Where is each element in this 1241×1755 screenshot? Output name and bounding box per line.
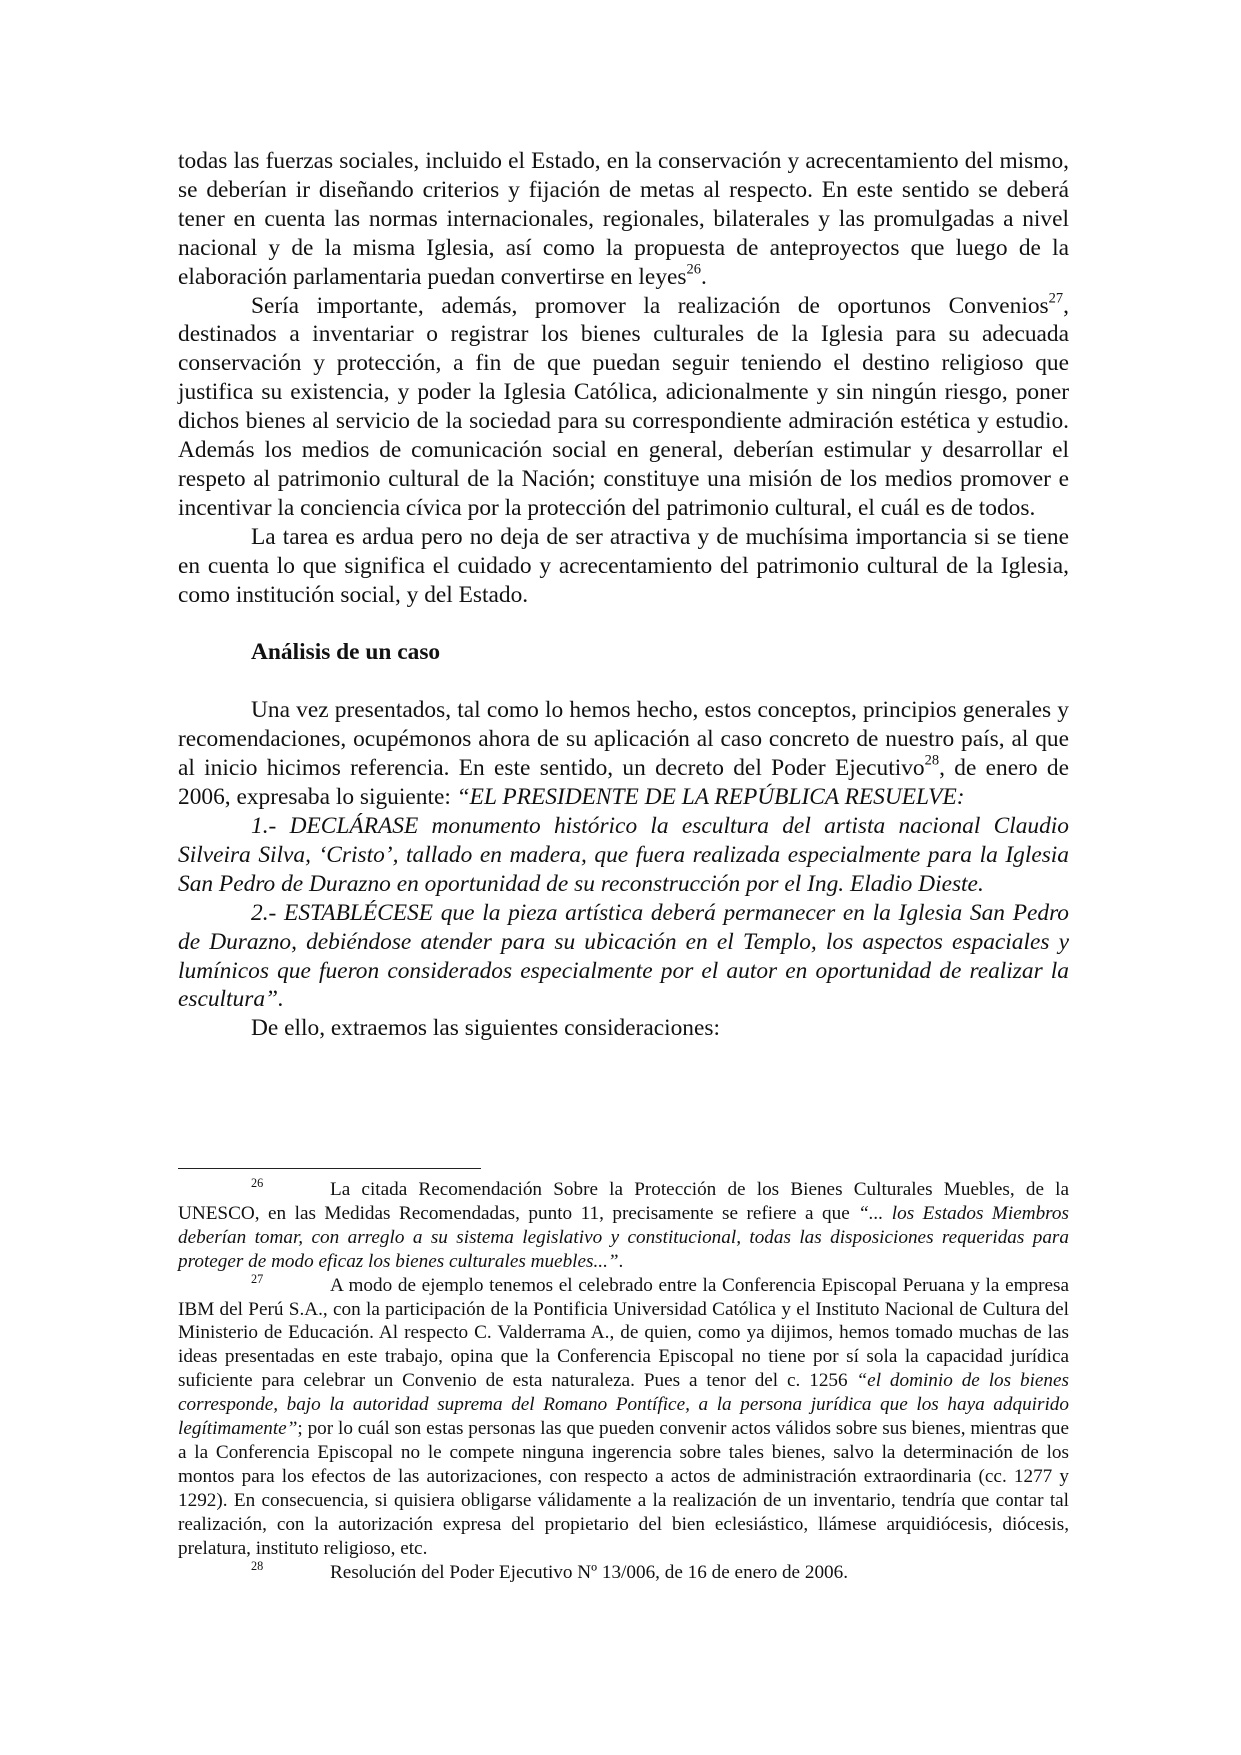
paragraph: Sería importante, además, promover la realización de oportunos Convenios$^{27}$, destinados a inventariar o registrar los bienes culturales de la Iglesia para su adecuada conservación y protección, a fin de que puedan seguir teniendo el destino religioso que justifica su existencia, y poder la Iglesia Católica, adicionalmente y sin ningún riesgo, poner dichos bienes al servicio de la sociedad para su correspondiente admiración estética y estudio. Además los medios de comunicación social en general, deberían estimular y desarrollar el respeto al patrimonio cultural de la Nación; constituye una misión de los medios promover e incentivar la conciencia cívica por la protección del patrimonio cultural, el cuál es de todos. [178,290,1069,521]
decree-article-1: 1.- DECLÁRASE monumento histórico la escultura del artista nacional Claudio Silveira Silva, ‘Cristo’, tallado en madera, que fuera realizada especialmente para la Iglesia San Pedro de Durazno en oportunidad de su reconstrucción por el Ing. Eladio Dieste. [178,813,1069,897]
footnote-ref[interactable]: 28 [924,752,940,769]
decree-quote: “EL PRESIDENTE DE LA REPÚBLICA RESUELVE: [456,784,965,811]
paragraph: De ello, extraemos las siguientes consideraciones: [251,1015,720,1042]
footnote-ref[interactable]: 27 [1048,290,1064,307]
footnote-27: 27 A modo de ejemplo tenemos el celebrado entre la Conferencia Episcopal Peruana y la empresa IBM del Perú S.A., con la participación de la Pontificia Universidad Católica y el Instituto Nacional de Cultura del Ministerio de Educación. Al respecto C. Valderrama A., de quien, como ya dijimos, hemos tomado muchas de las ideas presentadas en este trabajo, opina que la Conferencia Episcopal no tiene por sí sola la capacidad jurídica suficiente para celebrar un Convenio de esta naturaleza. Pues a tenor del c. 1256 “el dominio de los bienes corresponde, bajo la autoridad suprema del Romano Pontífice, a la persona jurídica que los haya adquirido legítimamente”; por lo cuál son estas personas las que pueden convenir actos válidos sobre sus bienes, mientras que a la Conferencia Episcopal no le compete ninguna ingerencia sobre tales bienes, salvo la determinación de los montos para los efectos de las autorizaciones, con respecto a actos de administración extraordinaria (cc. 1277 y 1292). En consecuencia, si quisiera obligarse válidamente a la realización de un inventario, tendría que contar tal realización, con la autorización expresa del propietario del bien eclesiástico, llámese arquidiócesis, diócesis, prelatura, instituto religioso, etc. [178,1271,1069,1559]
body-text [178,147,1069,1043]
footnote-28: 28 Resolución del Poder Ejecutivo Nº 13/006, de 16 de enero de 2006. [251,1558,849,1583]
paragraph: todas las fuerzas sociales, incluido el Estado, en la conservación y acrecentamiento del mismo, se deberían ir diseñando criterios y fijación de metas al respecto. En este sentido se deberá tener en cuenta las normas internacionales, regionales, bilaterales y las promulgadas a nivel nacional y de la misma Iglesia, así como la propuesta de anteproyectos que luego de la elaboración parlamentaria puedan convertirse en leyes$^{26}$. [178,148,1069,290]
paragraph: La tarea es ardua pero no deja de ser atractiva y de muchísima importancia si se tiene en cuenta lo que significa el cuidado y acrecentamiento del patrimonio cultural de la Iglesia, como institución social, y del Estado. [178,523,1069,608]
footnote-ref[interactable]: 26 [686,261,701,278]
footnote-26: 26 La citada Recomendación Sobre la Protección de los Bienes Culturales Muebles, de la UNESCO, en las Medidas Recomendadas, punto 11, precisamente se refiere a que “... los Estados Miembros deberían tomar, con arreglo a su sistema legislativo y constitucional, todas las disposiciones requeridas para proteger de modo eficaz los bienes culturales muebles...”. [178,1176,1069,1272]
decree-article-2: 2.- ESTABLÉCESE que la pieza artística deberá permanecer en la Iglesia San Pedro de Durazno, debiéndose atender para su ubicación en el Templo, los aspectos espaciales y lumínicos que fueron considerados especialmente por el autor en oportunidad de realizar la escultura”. [178,899,1069,1013]
footnotes [178,1178,1069,1584]
paragraph: Una vez presentados, tal como lo hemos hecho, estos conceptos, principios generales y recomendaciones, ocupémonos ahora de su aplicación al caso concreto de nuestro país, al que al inicio hicimos referencia. En este sentido, un decreto del Poder Ejecutivo$^{28}$, de enero de 2006, expresaba lo siguiente: “EL PRESIDENTE DE LA REPÚBLICA RESUELVE: [178,697,1069,811]
footnote-separator [178,1168,481,1169]
section-heading: Análisis de un caso [251,638,441,665]
